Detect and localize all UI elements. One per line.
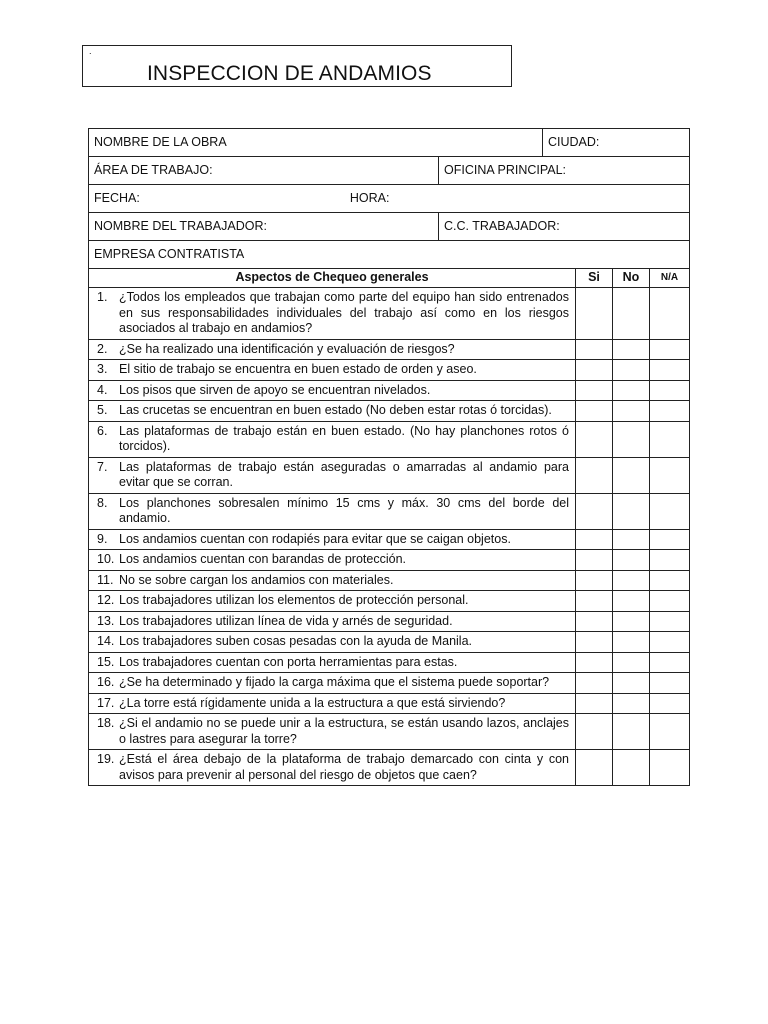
checklist-question-cell: [89, 339, 576, 360]
answer-box-si[interactable]: [576, 632, 613, 653]
page-title: INSPECCION DE ANDAMIOS: [147, 62, 432, 85]
answer-box-na[interactable]: [650, 611, 690, 632]
answer-box-si[interactable]: [576, 611, 613, 632]
answer-box-na[interactable]: [650, 288, 690, 340]
answer-box-na[interactable]: [650, 652, 690, 673]
question-text: Las plataformas de trabajo están aseguradas o amarradas al andamio para evitar que se corran.: [119, 459, 569, 489]
question-text: Los andamios cuentan con rodapiés para evitar que se caigan objetos.: [119, 531, 511, 546]
answer-box-no[interactable]: [613, 570, 650, 591]
checklist-row: [89, 750, 690, 786]
title-box: [82, 45, 512, 87]
header-row-fecha: [89, 185, 690, 213]
checklist-row: [89, 493, 690, 529]
question-number: 4.: [97, 382, 108, 397]
checklist-row: [89, 652, 690, 673]
answer-box-na[interactable]: [650, 380, 690, 401]
question-number: 5.: [97, 403, 108, 417]
question-text: Los trabajadores suben cosas pesadas con la ayuda de Manila.: [119, 634, 473, 648]
answer-box-na[interactable]: [650, 529, 690, 550]
question-number: 16.: [97, 675, 115, 689]
answer-box-no[interactable]: [613, 632, 650, 653]
answer-box-na[interactable]: [650, 591, 690, 612]
answer-box-no[interactable]: [613, 591, 650, 612]
question-text: ¿Se ha realizado una identificación y evaluación de riesgos?: [119, 341, 455, 356]
checklist-question-cell: [89, 673, 576, 694]
answer-box-si[interactable]: [576, 673, 613, 694]
answer-box-si[interactable]: [576, 570, 613, 591]
answer-box-si[interactable]: [576, 591, 613, 612]
answer-box-na[interactable]: [650, 421, 690, 457]
checklist-row: [89, 421, 690, 457]
checklist-question-cell: [89, 550, 576, 571]
question-text: No se sobre cargan los andamios con materiales.: [119, 572, 394, 587]
question-number: 8.: [97, 495, 108, 510]
answer-box-si[interactable]: [576, 693, 613, 714]
checklist-row: [89, 339, 690, 360]
checklist-question-cell: [89, 714, 576, 750]
fecha-label: FECHA:: [94, 190, 140, 205]
answer-box-no[interactable]: [613, 421, 650, 457]
answer-box-no[interactable]: [613, 550, 650, 571]
checklist-question-cell: [89, 401, 576, 422]
answer-box-si[interactable]: [576, 714, 613, 750]
checklist-question-cell: [89, 421, 576, 457]
checklist-row: [89, 550, 690, 571]
checklist-question-cell: [89, 360, 576, 381]
question-number: 19.: [97, 752, 115, 766]
question-text: ¿Si el andamio no se puede unir a la estructura, se están usando lazos, anclajes o lastres para asegurar la torre?: [119, 716, 569, 746]
checklist-question-cell: [89, 750, 576, 786]
question-text: Los trabajadores utilizan línea de vida y arnés de seguridad.: [119, 613, 453, 628]
answer-box-na[interactable]: [650, 401, 690, 422]
checklist-question-cell: [89, 288, 576, 340]
question-text: ¿Todos los empleados que trabajan como parte del equipo han sido entrenados en sus responsabilidades individuales del trabajo así como en los riesgos asociados al trabajo en andamios?: [119, 290, 569, 335]
column-header-si: Si: [576, 269, 613, 288]
question-text: Las crucetas se encuentran en buen estado (No deben estar rotas ó torcidas).: [119, 403, 552, 417]
oficina-field[interactable]: OFICINA PRINCIPAL:: [439, 157, 690, 185]
checklist-row: [89, 591, 690, 612]
checklist-question-cell: [89, 591, 576, 612]
answer-box-no[interactable]: [613, 493, 650, 529]
question-text: Los andamios cuentan con barandas de protección.: [119, 552, 406, 566]
fecha-hora-field[interactable]: [89, 185, 690, 213]
column-header-aspectos: Aspectos de Chequeo generales: [89, 269, 576, 288]
checklist-question-cell: [89, 693, 576, 714]
answer-box-si[interactable]: [576, 339, 613, 360]
answer-box-si[interactable]: [576, 550, 613, 571]
header-row-trabajador: [89, 213, 690, 241]
answer-box-no[interactable]: [613, 457, 650, 493]
checklist-row: [89, 673, 690, 694]
checklist-question-cell: [89, 380, 576, 401]
question-number: 13.: [97, 613, 115, 628]
question-number: 6.: [97, 423, 108, 438]
header-row-empresa: [89, 241, 690, 269]
question-text: ¿La torre está rígidamente unida a la estructura a que está sirviendo?: [119, 695, 506, 710]
question-number: 10.: [97, 552, 115, 566]
checklist-row: [89, 611, 690, 632]
answer-box-si[interactable]: [576, 457, 613, 493]
question-text: ¿Se ha determinado y fijado la carga máxima que el sistema puede soportar?: [119, 675, 550, 689]
question-text: Los planchones sobresalen mínimo 15 cms y máx. 30 cms del borde del andamio.: [119, 495, 569, 525]
checklist-row: [89, 288, 690, 340]
answer-box-no[interactable]: [613, 673, 650, 694]
question-number: 9.: [97, 531, 108, 546]
header-row-obra: [89, 129, 690, 157]
answer-box-na[interactable]: [650, 360, 690, 381]
checklist-row: [89, 380, 690, 401]
checklist-question-cell: [89, 457, 576, 493]
checklist-body: [89, 269, 690, 786]
answer-box-na[interactable]: [650, 693, 690, 714]
question-text: Los pisos que sirven de apoyo se encuentran nivelados.: [119, 382, 431, 397]
answer-box-no[interactable]: [613, 339, 650, 360]
area-field[interactable]: [89, 157, 439, 185]
cc-field[interactable]: C.C. TRABAJADOR:: [439, 213, 690, 241]
answer-box-na[interactable]: [650, 339, 690, 360]
answer-box-si[interactable]: [576, 652, 613, 673]
answer-box-si[interactable]: [576, 529, 613, 550]
question-text: El sitio de trabajo se encuentra en buen estado de orden y aseo.: [119, 362, 477, 376]
checklist-question-cell: [89, 611, 576, 632]
answer-box-si[interactable]: [576, 288, 613, 340]
answer-box-na[interactable]: [650, 550, 690, 571]
answer-box-no[interactable]: [613, 714, 650, 750]
answer-box-no[interactable]: [613, 693, 650, 714]
answer-box-na[interactable]: [650, 457, 690, 493]
question-number: 12.: [97, 593, 115, 607]
question-text: Los trabajadores utilizan los elementos de protección personal.: [119, 593, 469, 607]
question-number: 18.: [97, 716, 115, 730]
answer-box-no[interactable]: [613, 529, 650, 550]
area-label: ÁREA DE TRABAJO:: [94, 162, 213, 177]
question-number: 3.: [97, 362, 108, 376]
checklist-row: [89, 360, 690, 381]
question-number: 14.: [97, 634, 115, 648]
question-number: 11.: [97, 572, 114, 587]
answer-box-no[interactable]: [613, 611, 650, 632]
answer-box-si[interactable]: [576, 401, 613, 422]
answer-box-na[interactable]: [650, 714, 690, 750]
checklist-question-cell: [89, 570, 576, 591]
checklist-question-cell: [89, 529, 576, 550]
checklist-header-row: [89, 269, 690, 288]
answer-box-na[interactable]: [650, 673, 690, 694]
hora-label: HORA:: [349, 190, 390, 205]
answer-box-no[interactable]: [613, 750, 650, 786]
answer-box-no[interactable]: [613, 652, 650, 673]
checklist-question-cell: [89, 632, 576, 653]
question-number: 2.: [97, 341, 108, 356]
question-text: Los trabajadores cuentan con porta herramientas para estas.: [119, 654, 458, 669]
answer-box-no[interactable]: [613, 401, 650, 422]
answer-box-no[interactable]: [613, 380, 650, 401]
ciudad-field[interactable]: CIUDAD:: [543, 129, 690, 157]
question-text: ¿Está el área debajo de la plataforma de trabajo demarcado con cinta y con avisos para prevenir al personal del riesgo de objetos que caen?: [119, 752, 569, 782]
checklist-row: [89, 401, 690, 422]
obra-field[interactable]: NOMBRE DE LA OBRA: [89, 129, 543, 157]
checklist-question-cell: [89, 652, 576, 673]
answer-box-si[interactable]: [576, 750, 613, 786]
answer-box-si[interactable]: [576, 360, 613, 381]
question-number: 17.: [97, 695, 115, 710]
answer-box-na[interactable]: [650, 570, 690, 591]
trabajador-field[interactable]: NOMBRE DEL TRABAJADOR:: [89, 213, 439, 241]
header-row-area: [89, 157, 690, 185]
checklist-row: [89, 457, 690, 493]
corner-mark: .: [89, 46, 92, 56]
answer-box-no[interactable]: [613, 360, 650, 381]
question-number: 15.: [97, 654, 115, 669]
answer-box-si[interactable]: [576, 493, 613, 529]
question-text: Las plataformas de trabajo están en buen estado. (No hay planchones rotos ó torcidos).: [119, 423, 569, 453]
checklist-row: [89, 693, 690, 714]
column-header-no: No: [613, 269, 650, 288]
checklist-row: [89, 714, 690, 750]
answer-box-na[interactable]: [650, 632, 690, 653]
question-number: 7.: [97, 459, 108, 474]
header-info-table: [88, 128, 690, 269]
question-number: 1.: [97, 290, 108, 304]
checklist-question-cell: [89, 493, 576, 529]
answer-box-na[interactable]: [650, 493, 690, 529]
column-header-na: N/A: [650, 269, 690, 288]
checklist-row: [89, 632, 690, 653]
checklist-table: [88, 268, 690, 786]
checklist-row: [89, 529, 690, 550]
empresa-field[interactable]: EMPRESA CONTRATISTA: [89, 241, 690, 269]
answer-box-na[interactable]: [650, 750, 690, 786]
answer-box-no[interactable]: [613, 288, 650, 340]
checklist-row: [89, 570, 690, 591]
answer-box-si[interactable]: [576, 380, 613, 401]
answer-box-si[interactable]: [576, 421, 613, 457]
